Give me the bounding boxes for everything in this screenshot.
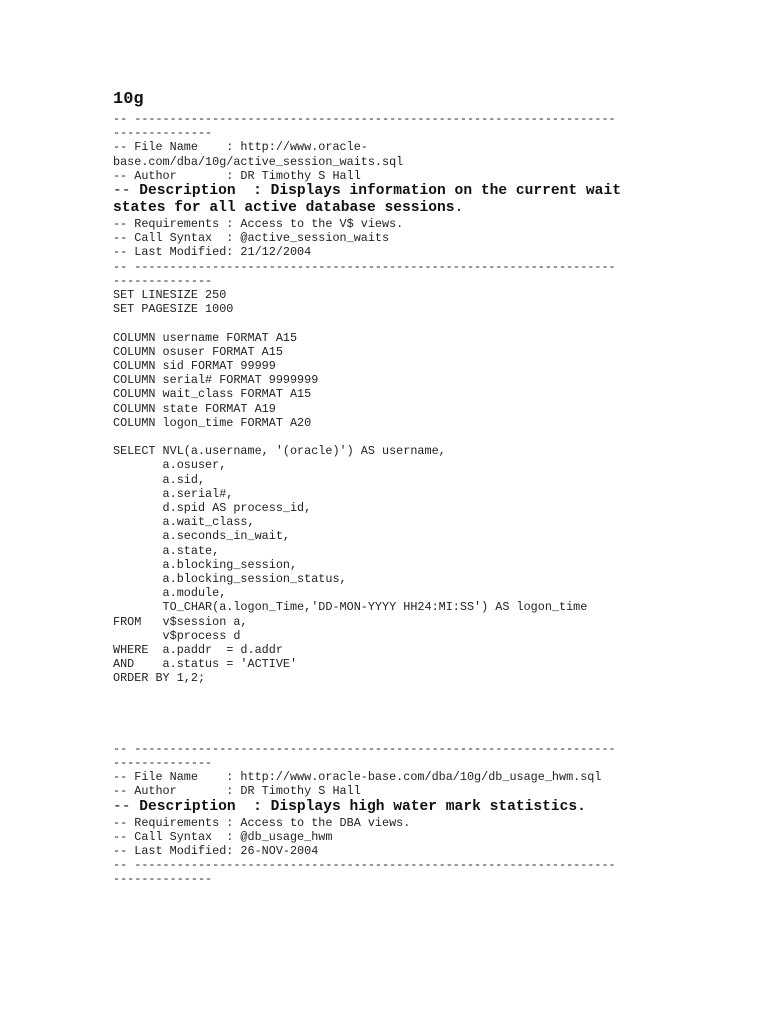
code-line: a.wait_class,: [113, 515, 255, 530]
code-line: a.state,: [113, 543, 220, 558]
column-statements: [113, 331, 653, 430]
code-line: COLUMN state FORMAT A19: [113, 401, 276, 416]
requirements-line: -- Requirements : Access to the V$ views.: [113, 217, 404, 232]
code-line: SET LINESIZE 250: [113, 288, 227, 303]
code-line: a.blocking_session,: [113, 557, 298, 572]
code-line: a.sid,: [113, 472, 206, 487]
file-name-line: -- File Name : http://www.oracle-: [113, 140, 368, 155]
author-line: -- Author : DR Timothy S Hall: [113, 168, 361, 183]
requirements-line: -- Requirements : Access to the DBA views.: [113, 815, 411, 830]
code-line: SET PAGESIZE 1000: [113, 302, 234, 317]
separator-line-continued: --------------: [113, 872, 213, 887]
comment-prefix: --: [113, 183, 140, 200]
separator-line: -- --------------------------------------------------------------------: [113, 259, 616, 274]
description-text: Description : Displays information on the current wait: [139, 183, 621, 200]
separator-line-continued: --------------: [113, 755, 213, 770]
call-syntax-line: -- Call Syntax : @db_usage_hwm: [113, 829, 333, 844]
blank-line: [113, 316, 653, 330]
description-line: [113, 183, 653, 200]
separator-line-continued: --------------: [113, 273, 213, 288]
page-title: 10g: [113, 90, 144, 109]
call-syntax-line: -- Call Syntax : @active_session_waits: [113, 231, 390, 246]
code-line: COLUMN wait_class FORMAT A15: [113, 387, 312, 402]
file-name-line-continued: base.com/dba/10g/active_session_waits.sql: [113, 154, 404, 169]
separator-line: -- --------------------------------------------------------------------: [113, 741, 616, 756]
separator-line: -- --------------------------------------------------------------------: [113, 858, 616, 873]
code-line: COLUMN serial# FORMAT 9999999: [113, 373, 319, 388]
last-modified-line: -- Last Modified: 21/12/2004: [113, 245, 312, 260]
code-line: a.seconds_in_wait,: [113, 529, 290, 544]
code-line: d.spid AS process_id,: [113, 501, 312, 516]
separator-line-continued: --------------: [113, 126, 213, 141]
code-line: SELECT NVL(a.username, '(oracle)') AS username,: [113, 444, 446, 459]
last-modified-line: -- Last Modified: 26-NOV-2004: [113, 843, 319, 858]
code-line: FROM v$session a,: [113, 614, 248, 629]
code-line: ORDER BY 1,2;: [113, 671, 206, 686]
code-line: a.module,: [113, 586, 227, 601]
code-line: a.serial#,: [113, 486, 234, 501]
blank-line: [113, 430, 653, 444]
code-line: COLUMN username FORMAT A15: [113, 330, 298, 345]
code-line: COLUMN osuser FORMAT A15: [113, 344, 283, 359]
section-gap: [113, 686, 653, 742]
comment-prefix: --: [113, 798, 140, 815]
code-line: TO_CHAR(a.logon_Time,'DD-MON-YYYY HH24:MI:SS') AS logon_time: [113, 600, 588, 615]
author-line: -- Author : DR Timothy S Hall: [113, 784, 361, 799]
code-line: a.blocking_session_status,: [113, 572, 347, 587]
code-line: COLUMN logon_time FORMAT A20: [113, 415, 312, 430]
document-page: [113, 88, 653, 887]
file-name-line: -- File Name : http://www.oracle-base.com/dba/10g/db_usage_hwm.sql: [113, 770, 602, 785]
code-line: v$process d: [113, 628, 241, 643]
description-period: .: [454, 200, 464, 217]
code-line: AND a.status = 'ACTIVE': [113, 657, 298, 672]
code-line: a.osuser,: [113, 458, 227, 473]
description-text-continued: states for all active database sessions: [113, 200, 455, 217]
code-line: WHERE a.paddr = d.addr: [113, 643, 283, 658]
description-line: [113, 799, 653, 816]
code-line: COLUMN sid FORMAT 99999: [113, 359, 276, 374]
select-query: [113, 444, 653, 685]
set-statements: [113, 288, 653, 316]
description-line-continued: [113, 200, 653, 217]
separator-line: -- --------------------------------------------------------------------: [113, 112, 616, 126]
description-text: Description : Displays high water mark statistics.: [139, 798, 586, 815]
